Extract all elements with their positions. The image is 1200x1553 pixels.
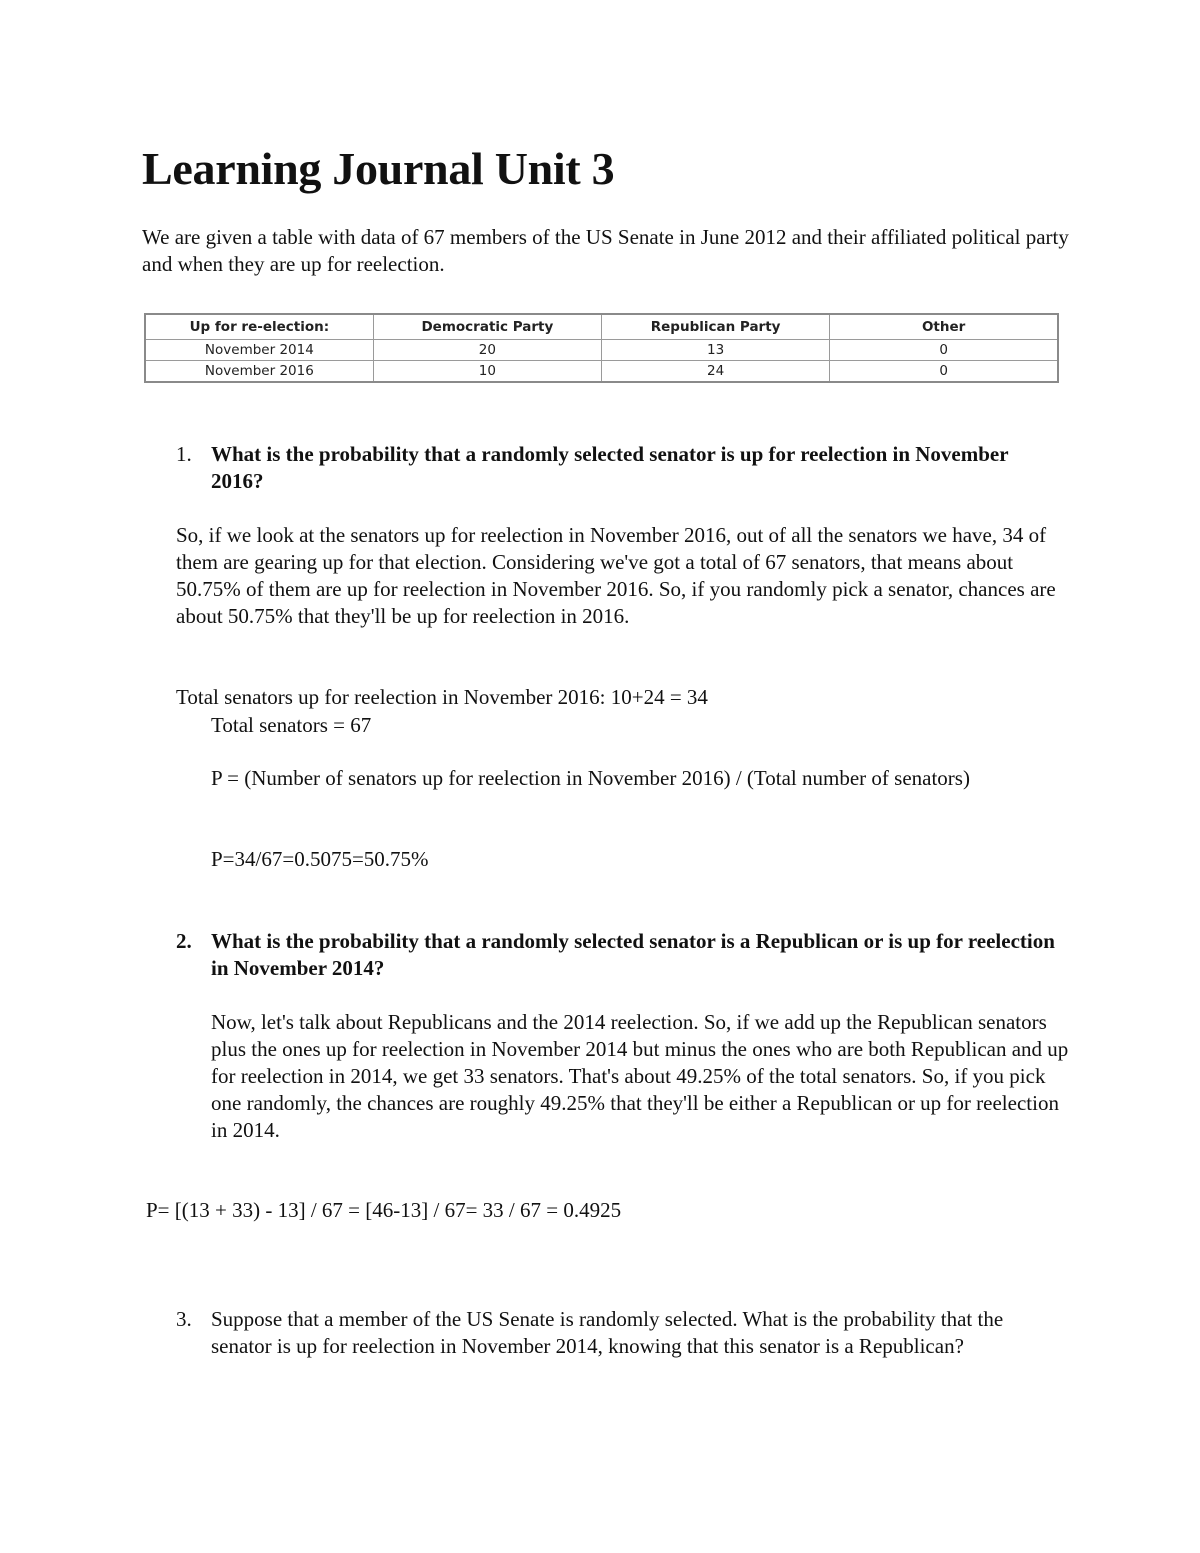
question-1-calc-total: Total senators = 67 <box>211 713 372 737</box>
table-cell: 0 <box>830 361 1058 383</box>
table-cell: November 2016 <box>145 361 373 383</box>
page-title: Learning Journal Unit 3 <box>142 143 615 194</box>
question-1-text: What is the probability that a randomly selected senator is up for reelection in November 2016? <box>211 442 1009 493</box>
question-2-number: 2. <box>176 929 192 953</box>
table-header-cell: Democratic Party <box>373 314 601 340</box>
table-row <box>145 340 1058 361</box>
senate-table <box>144 313 1059 383</box>
question-1-answer: So, if we look at the senators up for reelection in November 2016, out of all the senators we have, 34 of them are gearing up for that election. Considering we've got a total of 67 senators, that means about 50.75% of them are up for reelection in November 2016. So, if you randomly pick a senator, chances are about 50.75% that they'll be up for reelection in 2016. <box>176 523 1056 628</box>
table-header-row <box>145 314 1058 340</box>
question-3-number: 3. <box>176 1307 192 1331</box>
table-cell: November 2014 <box>145 340 373 361</box>
question-2-text: What is the probability that a randomly selected senator is a Republican or is up for reelection in November 2014? <box>211 929 1055 980</box>
table-cell: 0 <box>830 340 1058 361</box>
intro-paragraph: We are given a table with data of 67 members of the US Senate in June 2012 and their affiliated political party and when they are up for reelection. <box>142 225 1069 276</box>
table-header-cell: Up for re-election: <box>145 314 373 340</box>
table-cell: 10 <box>373 361 601 383</box>
table-header-cell: Other <box>830 314 1058 340</box>
table-cell: 20 <box>373 340 601 361</box>
question-2-calc: P= [(13 + 33) - 13] / 67 = [46-13] / 67= 33 / 67 = 0.4925 <box>146 1198 622 1222</box>
question-2-answer: Now, let's talk about Republicans and the 2014 reelection. So, if we add up the Republican senators plus the ones up for reelection in November 2014 but minus the ones who are both Republican and up for reelection in 2014, we get 33 senators. That's about 49.25% of the total senators. So, if you pick one randomly, the chances are roughly 49.25% that they'll be either a Republican or up for reelection in 2014. <box>211 1010 1069 1142</box>
question-1-calc-result: P=34/67=0.5075=50.75% <box>211 847 429 871</box>
table-cell: 24 <box>602 361 830 383</box>
question-1-calc-formula: P = (Number of senators up for reelection in November 2016) / (Total number of senators) <box>211 766 970 790</box>
question-3-text: Suppose that a member of the US Senate is randomly selected. What is the probability that the senator is up for reelection in November 2014, knowing that this senator is a Republican? <box>211 1307 1004 1358</box>
table-cell: 13 <box>602 340 830 361</box>
table-header-cell: Republican Party <box>602 314 830 340</box>
question-1-calc-total-up: Total senators up for reelection in November 2016: 10+24 = 34 <box>176 685 708 709</box>
table-row <box>145 361 1058 383</box>
question-1-number: 1. <box>176 442 192 466</box>
